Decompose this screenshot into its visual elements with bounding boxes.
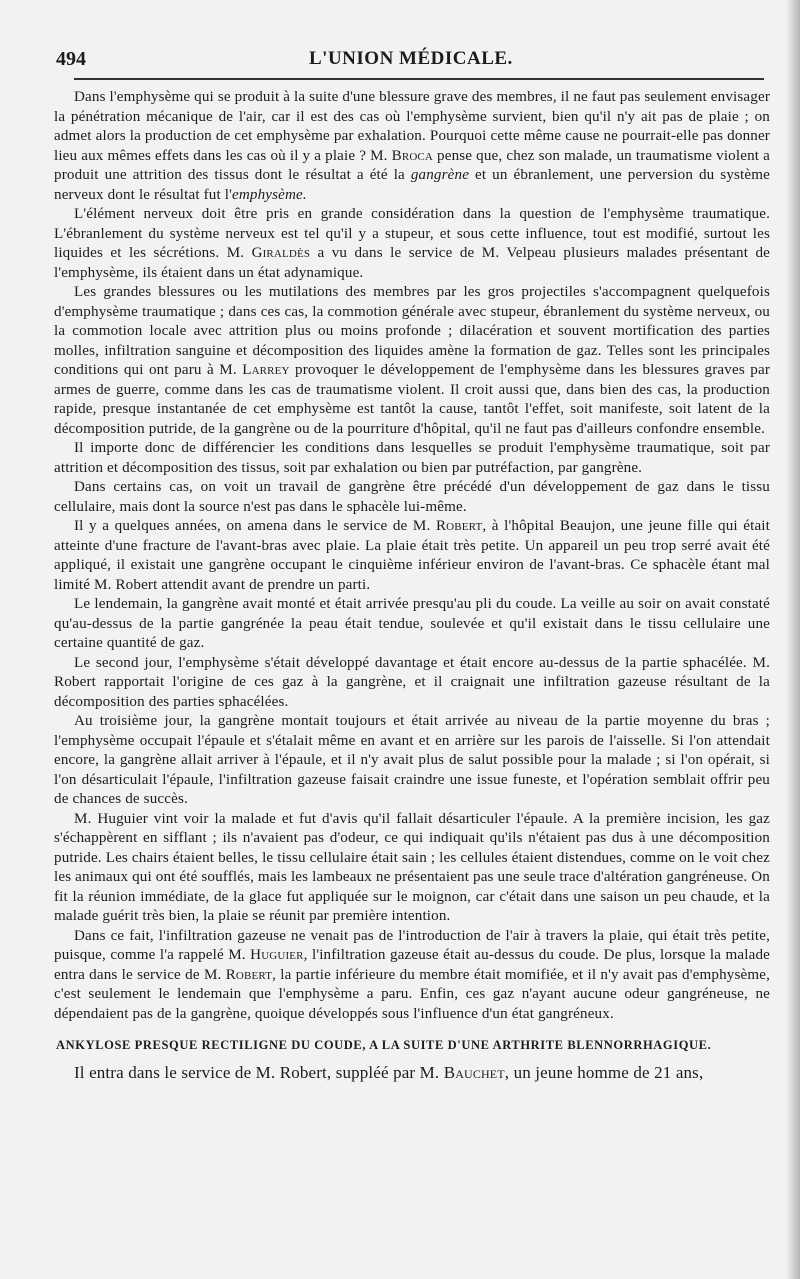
paragraph: L'élément nerveux doit être pris en grande considération dans la question de l'emphysème traumatique. L'ébranlement du système nerveux est tel qu'il y a stupeur, et sous cette influence, tout est modifié, surtout les liquides et les sécrétions. M. Giraldès a vu dans le service de M. Velpeau plusieurs malades présentant de l'emphysème, ils étaient dans un état adynamique. xyxy=(54,206,770,281)
page-header xyxy=(54,40,770,74)
header-rule xyxy=(74,78,764,80)
paragraph: Les grandes blessures ou les mutilations des membres par les gros projectiles s'accompagnent quelquefois d'emphysème traumatique ; dans ces cas, la commotion générale avec stupeur, ébranlement du système nerveux, ou la commotion locale avec attrition plus ou moins profonde ; dilacération et souvent mortification des parties molles, infiltration sanguine et décomposition des liquides amène la formation de gaz. Telles sont les principales conditions qui ont paru à M. Larrey provoquer le développement de l'emphysème dans les blessures graves par armes de guerre, comme dans les cas de traumatisme violent. Il croit aussi que, dans bien des cas, la production rapide, presque instantanée de cet emphysème est tantôt la cause, tantôt l'effet, soit manifeste, soit latent de la décomposition putride, de la gangrène ou de la pourriture d'hôpital, qu'il ne faut pas d'ailleurs confondre ensemble. xyxy=(54,284,770,437)
paragraph: M. Huguier vint voir la malade et fut d'avis qu'il fallait désarticuler l'épaule. A la première incision, les gaz s'échappèrent en sifflant ; ils n'avaient pas d'odeur, ce qui indiquait qu'ils n'étaient pas dus à une décomposition putride. Les chairs étaient belles, le tissu cellulaire était sain ; les cellules étaient distendues, comme on le voit chez les animaux qui ont été soufflés, mais les lambeaux ne présentaient pas une seule trace d'altération gangréneuse. On fit la réunion immédiate, de la glace fut appliquée sur le moignon, car c'était dans une saison un peu chaude, et la malade guérit très bien, la plaie se réunit par première intention. xyxy=(54,810,771,924)
paragraph-start: Il entra dans le service de M. Robert, suppléé par M. Bauchet, un jeune homme de 21 ans, xyxy=(74,1062,704,1082)
paragraph: Le lendemain, la gangrène avait monté et était arrivée presqu'au pli du coude. La veille au soir on avait constaté qu'au-dessus de la partie gangrénée la peau était tendue, soulevée et qu'il existait dans le tissu cellulaire une certaine quantité de gaz. xyxy=(54,596,770,651)
paragraph: Il y a quelques années, on amena dans le service de M. Robert, à l'hôpital Beaujon, une jeune fille qui était atteinte d'une fracture de l'avant-bras avec plaie. La plaie était très petite. Un appareil un peu trop serré avait été appliqué, il existait une gangrène occupant le cinquième inférieur environ de l'avant-bras. Ce sphacèle étant mal limité M. Robert attendit avant de prendre un parti. xyxy=(54,518,770,593)
section-heading: ANKYLOSE PRESQUE RECTILIGNE DU COUDE, A LA SUITE D'UNE ARTHRITE BLENNORRHAGIQUE. xyxy=(56,1038,712,1052)
page-edge-shadow xyxy=(786,0,800,1279)
author-name: Bauchet xyxy=(443,1062,505,1082)
paragraph: Au troisième jour, la gangrène montait toujours et était arrivée au niveau de la partie moyenne du bras ; l'emphysème occupait l'épaule et s'étalait même en avant et en arrière sur les parois de l'aisselle. Si l'on attendait encore, la gangrène allait arriver à l'épaule, et il n'y avait plus de salut possible pour la malade ; si l'on opérait, si l'on désarticulait l'épaule, l'infiltration gazeuse faisait craindre une issue funeste, et l'opération semblait offrir peu de chances de succès. xyxy=(54,713,770,807)
running-head: L'UNION MÉDICALE. xyxy=(309,48,513,69)
paragraph: Dans ce fait, l'infiltration gazeuse ne venait pas de l'introduction de l'air à travers la plaie, qui était très petite, puisque, comme l'a rappelé M. Huguier, l'infiltration gazeuse était au-dessus du coude. De plus, lorsque la malade entra dans le service de M. Robert, la partie inférieure du membre était momifiée, et il n'y avait pas d'emphysème, c'est seulement le lendemain que l'emphysème a paru. Enfin, ces gaz n'ayant aucune odeur gangréneuse, ne dépendaient pas de la gangrène, quoique développés sous l'influence d'un état gangréneux. xyxy=(54,927,770,1022)
paragraph: Dans certains cas, on voit un travail de gangrène être précédé d'un développement de gaz dans le tissu cellulaire, mais dont la source n'est pas dans le sphacèle lui-même. xyxy=(54,479,770,515)
author-name: Broca xyxy=(391,147,434,164)
italic-term: gangrène xyxy=(410,167,470,183)
paragraph: Le second jour, l'emphysème s'était développé davantage et était encore au-dessus de la partie sphacélée. M. Robert rapportait l'origine de ces gaz à la gangrène, et il craignait une infiltration gazeuse résultant de la décomposition des parties sphacélées. xyxy=(54,654,770,710)
paragraph: Il importe donc de différencier les conditions dans lesquelles se produit l'emphysème traumatique, soit par attrition et décomposition des tissus, soit par exhalation ou bien par putréfaction, par gangrène. xyxy=(54,440,770,476)
author-name: Robert xyxy=(435,518,483,534)
author-name: Robert xyxy=(225,966,273,983)
page-number: 494 xyxy=(56,48,86,70)
paragraph: Dans l'emphysème qui se produit à la suite d'une blessure grave des membres, il ne faut pas seulement envisager la pénétration mécanique de l'air, car il est des cas où l'emphysème survient, bien qu'il n'y ait pas de plaie ; on admet alors la production de cet emphysème par exhalation. Pourquoi cette même cause ne pourrait-elle pas donner lieu aux mêmes effets dans les cas où il y a plaie ? M. Broca pense que, chez son malade, un traumatisme violent a produit une attrition des tissus dont le résultat a été la gangrène et un ébranlement, une perversion du système nerveux dont le résultat fut l'emphysème. xyxy=(54,89,770,203)
article-body xyxy=(54,88,770,1084)
author-name: Huguier xyxy=(250,947,304,963)
author-name: Larrey xyxy=(242,362,290,378)
italic-term: emphysème. xyxy=(231,186,307,203)
author-name: Giraldès xyxy=(251,245,311,261)
